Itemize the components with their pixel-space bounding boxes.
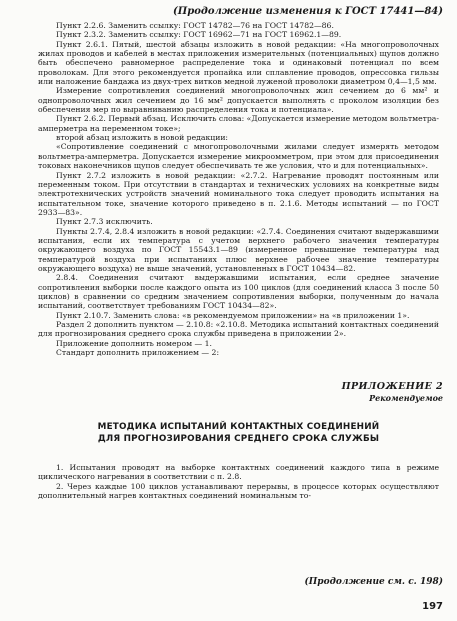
paragraph: Измерение сопротивления соединений многопроволочных жил сечением до 6 мм² и однопроволочных жил сечением до 16 мм² допускается выполнять с проколом изоляции без обеспечения мер по выравниванию распределения тока и потенциала». <box>38 86 439 115</box>
method-item: 2. Через каждые 100 циклов устанавливают перерывы, в процессе которых осуществляют дополнительный нагрев контактных соединений номинальным то- <box>38 481 439 501</box>
paragraph: Пункт 2.3.2. Заменить ссылку: ГОСТ 16962—71 на ГОСТ 16962.1—89. <box>56 30 342 40</box>
paragraph: 2.8.4. Соединения считают выдержавшими испытания, если среднее значение сопротивления выборки после каждого опыта из 100 циклов (для соединений класса 3 после 50 циклов) в сравнении со средним значением сопротивления выборки, полученным до начала испытаний, соответствует требованиям ГОСТ 10434—82». <box>38 273 439 311</box>
appendix-status: Рекомендуемое <box>369 393 443 403</box>
method-title <box>38 421 439 445</box>
paragraph: Стандарт дополнить приложением — 2: <box>56 348 220 358</box>
paragraph: второй абзац изложить в новой редакции: <box>56 133 229 143</box>
paragraph: Пункты 2.7.4, 2.8.4 изложить в новой редакции: «2.7.4. Соединения считают выдержавшими испытания, если их температура с учетом верхнего рабочего значения температуры окружающего воздуха по ГОСТ 15543.1—89 (измеренное превышение температуры над температурой воздуха при испытаниях плюс верхнее рабочее значение температуры окружающего воздуха) не выше значений, установленных в ГОСТ 10434—82. <box>38 226 439 273</box>
paragraph: Пункт 2.7.2 изложить в новой редакции: «2.7.2. Нагревание проводят постоянным или переменным током. При отсутствии в стандартах и технических условиях на конкретные виды электротехнических устройств значений номинального тока следует проводить испытания на испытательном токе, значение которого приведено в п. 2.1.6. Методы испытаний — по ГОСТ 2933—83». <box>38 170 439 217</box>
appendix-heading <box>342 381 443 403</box>
continuation-header: (Продолжение изменения к ГОСТ 17441—84) <box>173 6 443 17</box>
method-title-line: ДЛЯ ПРОГНОЗИРОВАНИЯ СРЕДНЕГО СРОКА СЛУЖБЫ <box>97 434 380 444</box>
paragraph: Пункт 2.6.2. Первый абзац. Исключить слова: «Допускается измерение методом вольтметра-амперметра на переменном токе»; <box>38 114 439 133</box>
paragraph: Пункт 2.7.3 исключить. <box>56 217 153 227</box>
paragraph: Раздел 2 дополнить пунктом — 2.10.8: «2.10.8. Методика испытаний контактных соединений для прогнозирования среднего срока службы приведена в приложении 2». <box>38 320 439 339</box>
paragraph: Приложение дополнить номером — 1. <box>56 338 212 348</box>
method-title-line: МЕТОДИКА ИСПЫТАНИЙ КОНТАКТНЫХ СОЕДИНЕНИЙ <box>97 422 380 432</box>
page-number: 197 <box>422 601 443 612</box>
continued-note: (Продолжение см. с. 198) <box>304 577 443 587</box>
paragraph: Пункт 2.2.6. Заменить ссылку: ГОСТ 14782—76 на ГОСТ 14782—86. <box>56 21 334 30</box>
amendment-body <box>38 21 439 357</box>
appendix-label: ПРИЛОЖЕНИЕ 2 <box>341 381 443 392</box>
paragraph: Пункт 2.6.1. Пятый, шестой абзацы изложить в новой редакции: «На многопроволочных жилах проводов и кабелей в местах приложения измерительных (потенциальных) щупов должно быть обеспечено равномерное распределение тока и одинаковый потенциал по всем проволокам. Для этого рекомендуется пропайка или сплавление проводов, опрессовка гильзы или наложение бандажа из двух-трех витков медной луженой проволоки диаметром 0,4—1,5 мм. <box>38 39 439 87</box>
method-body <box>38 463 439 500</box>
paragraph: Пункт 2.10.7. Заменить слова: «в рекомендуемом приложении» на «в приложении 1». <box>56 310 410 320</box>
paragraph: «Сопротивление соединений с многопроволочными жилами следует измерять методом вольтметра-амперметра. Допускается измерение микроомметром, при этом для присоединения токовых наконечников щупов следует обеспечивать те же условия, что и для потенциальных». <box>38 142 439 171</box>
method-item: 1. Испытания проводят на выборке контактных соединений каждого типа в режиме циклического нагревания в соответствии с п. 2.8. <box>38 463 439 482</box>
